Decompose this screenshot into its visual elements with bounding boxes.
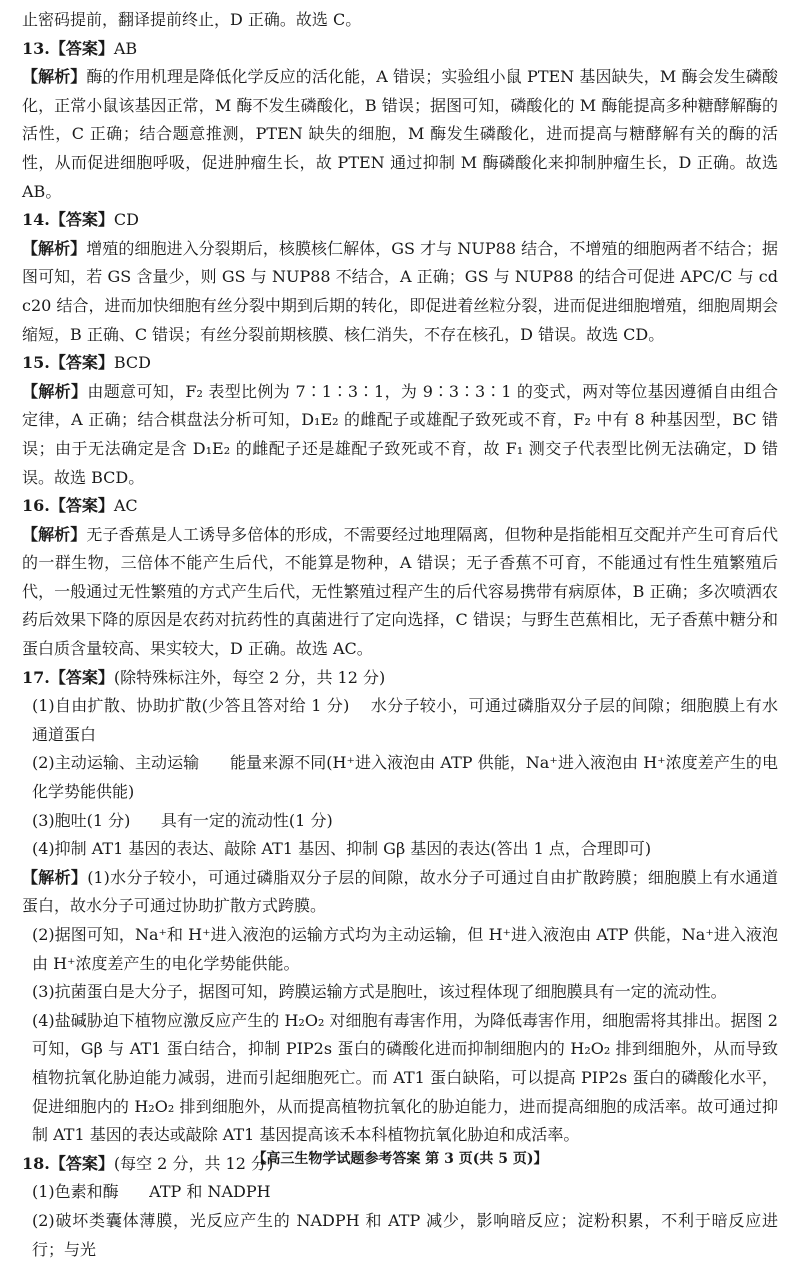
paragraph-text: (除特殊标注外，每空 2 分，共 12 分) — [113, 667, 386, 687]
paragraph-text: 止密码提前，翻译提前终止，D 正确。故选 C。 — [22, 10, 362, 29]
text-paragraph — [22, 521, 778, 664]
paragraph-text: 由题意可知，F₂ 表型比例为 7∶1∶3∶1，为 9∶3∶3∶1 的变式，两对等位基因遵循自由组合定律，A 正确；结合棋盘法分析可知，D₁E₂ 的雌配子或雄配子致死或不育，F₂ 中有 8 种基因型，BC 错误；由于无法确定是含 D₁E₂ 的雌配子还是雄配子致死或不育，故 F₁ 测交子代表型比例无法确定，D 错误。故选 BCD。 — [22, 381, 778, 487]
paragraph-heading: 13.【答案】 — [22, 38, 114, 58]
paragraph-text: (2)主动运输、主动运输 能量来源不同(H⁺进入液泡由 ATP 供能，Na⁺进入液泡由 H⁺浓度差产生的电化学势能供能) — [32, 753, 778, 802]
text-paragraph — [22, 492, 778, 521]
text-paragraph — [22, 1178, 778, 1207]
paragraph-text: (1)水分子较小，可通过磷脂双分子层的间隙，故水分子可通过自由扩散跨膜；细胞膜上有水通道蛋白，故水分子可通过协助扩散方式跨膜。 — [22, 867, 778, 916]
paragraph-heading: 【解析】 — [22, 867, 88, 887]
text-paragraph — [22, 349, 778, 378]
text-paragraph — [22, 1207, 778, 1264]
text-paragraph — [22, 921, 778, 978]
paragraph-text: (1)色素和酶 ATP 和 NADPH — [32, 1182, 271, 1202]
paragraph-heading: 15.【答案】 — [22, 353, 114, 373]
answer-content — [22, 6, 784, 1264]
paragraph-text: 无子香蕉是人工诱导多倍体的形成，不需要经过地理隔离，但物种是指能相互交配并产生可育后代的一群生物，三倍体不能产生后代，不能算是物种，A 错误；无子香蕉不可育，不能通过有性生殖繁殖后代，一般通过无性繁殖的方式产生后代，无性繁殖过程产生的后代容易携带有病原体，B 正确；多次喷洒农药后效果下降的原因是农药对抗药性的真菌进行了定向选择，C 错误；与野生芭蕉相比，无子香蕉中糖分和蛋白质含量较高、果实较大，D 正确。故选 AC。 — [22, 524, 778, 659]
paragraph-heading: 17.【答案】 — [22, 667, 114, 687]
page-footer: 【高三生物学试题参考答案 第 3 页(共 5 页)】 — [252, 1151, 548, 1167]
paragraph-text: (3)抗菌蛋白是大分子，据图可知，跨膜运输方式是胞吐，该过程体现了细胞膜具有一定的流动性。 — [32, 982, 727, 1002]
text-paragraph — [22, 6, 778, 35]
text-paragraph — [22, 807, 778, 836]
paragraph-heading: 16.【答案】 — [22, 496, 114, 516]
text-paragraph — [22, 692, 778, 749]
text-paragraph — [22, 63, 784, 206]
paragraph-heading: 【解析】 — [22, 67, 87, 87]
text-paragraph — [22, 206, 778, 235]
text-paragraph — [22, 835, 778, 864]
paragraph-text: (4)抑制 AT1 基因的表达、敲除 AT1 基因、抑制 Gβ 基因的表达(答出 1 点，合理即可) — [32, 839, 652, 859]
paragraph-heading: 14.【答案】 — [22, 210, 114, 230]
text-paragraph — [22, 749, 778, 806]
paragraph-heading: 18.【答案】 — [22, 1153, 114, 1173]
paragraph-text: AB — [113, 38, 138, 58]
text-paragraph — [22, 35, 778, 64]
paragraph-text: (3)胞吐(1 分) 具有一定的流动性(1 分) — [32, 810, 333, 830]
text-paragraph — [22, 664, 778, 693]
paragraph-text: 酶的作用机理是降低化学反应的活化能，A 错误；实验组小鼠 PTEN 基因缺失，M 酶会发生磷酸化，正常小鼠该基因正常，M 酶不发生磷酸化，B 错误；据图可知，磷酸化的 M 酶能提高多种糖酵解酶的活性，C 正确；结合题意推测，PTEN 缺失的细胞，M 酶发生磷酸化，进而提高与糖酵解有关的酶的活性，从而促进细胞呼吸，促进肿瘤生长，故 PTEN 通过抑制 M 酶磷酸化来抑制肿瘤生长，D 正确。故选 AB。 — [22, 67, 784, 201]
paragraph-text: AC — [113, 496, 138, 516]
paragraph-text: CD — [113, 210, 139, 230]
paragraph-text: 增殖的细胞进入分裂期后，核膜核仁解体，GS 才与 NUP88 结合，不增殖的细胞两者不结合；据图可知，若 GS 含量少，则 GS 与 NUP88 不结合，A 正确；GS 与 NUP88 的结合可促进 APC/C 与 cdc20 结合，进而加快细胞有丝分裂中期到后期的转化，即促进着丝粒分裂，进而促进细胞增殖，细胞周期会缩短，B 正确、C 错误；有丝分裂前期核膜、核仁消失，不存在核孔，D 错误。故选 CD。 — [22, 238, 778, 344]
text-paragraph — [22, 235, 778, 349]
paragraph-text: BCD — [113, 353, 151, 373]
text-paragraph — [22, 978, 778, 1007]
paragraph-text: (每空 2 分，共 12 分) — [113, 1153, 274, 1173]
text-paragraph — [22, 864, 778, 921]
text-paragraph — [22, 378, 778, 492]
paragraph-heading: 【解析】 — [22, 381, 88, 401]
paragraph-text: (2)据图可知，Na⁺和 H⁺进入液泡的运输方式均为主动运输，但 H⁺进入液泡由 ATP 供能，Na⁺进入液泡由 H⁺浓度差产生的电化学势能供能。 — [32, 925, 778, 973]
paragraph-text: (4)盐碱胁迫下植物应激反应产生的 H₂O₂ 对细胞有毒害作用，为降低毒害作用，细胞需将其排出。据图 2 可知，Gβ 与 AT1 蛋白结合，抑制 PIP2s 蛋白的磷酸化进而抑制细胞内的 H₂O₂ 排到细胞外，从而导致植物抗氧化胁迫能力减弱，进而引起细胞死亡。而 AT1 蛋白缺陷，可以提高 PIP2s 蛋白的磷酸化水平，促进细胞内的 H₂O₂ 排到细胞外，从而提高植物抗氧化的胁迫能力，进而提高细胞的成活率。故可通过抑制 AT1 基因的表达或敲除 AT1 基因提高该禾本科植物抗氧化胁迫和成活率。 — [32, 1010, 784, 1145]
paragraph-text: (1)自由扩散、协助扩散(少答且答对给 1 分) 水分子较小，可通过磷脂双分子层的间隙；细胞膜上有水通道蛋白 — [32, 696, 778, 744]
text-paragraph — [22, 1007, 784, 1150]
paragraph-text: (2)破坏类囊体薄膜，光反应产生的 NADPH 和 ATP 减少，影响暗反应；淀粉积累，不利于暗反应进行；与光 — [32, 1210, 778, 1259]
paragraph-heading: 【解析】 — [22, 524, 87, 544]
paragraph-heading: 【解析】 — [22, 238, 87, 258]
